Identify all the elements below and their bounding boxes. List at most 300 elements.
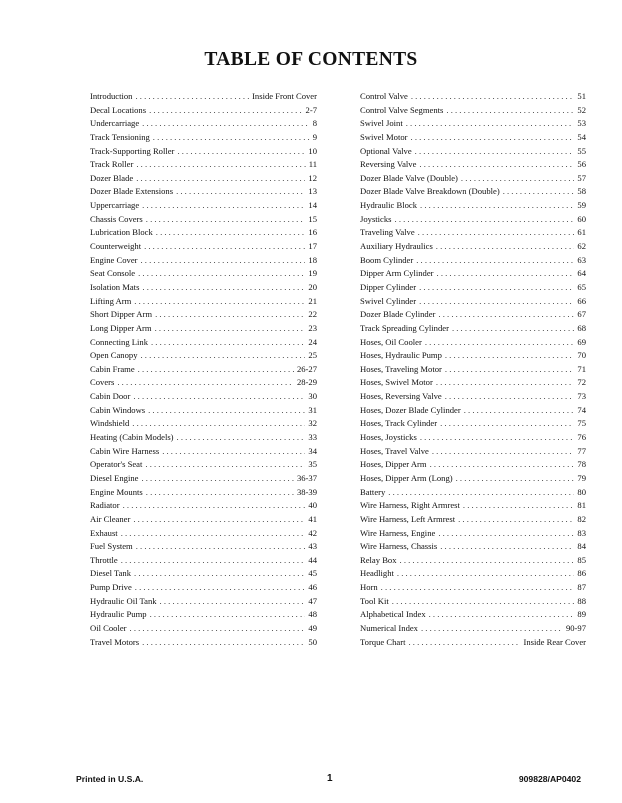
toc-entry-title: Hoses, Dipper Arm [360,459,427,470]
toc-entry-title: Dipper Cylinder [360,281,417,292]
toc-entry [90,90,317,104]
toc-entry-page: 70 [577,350,586,361]
dot-leader [117,376,294,390]
dot-leader [149,104,302,118]
toc-entry-title: Radiator [90,500,120,511]
toc-entry [90,431,317,445]
dot-leader [437,267,575,281]
dot-leader [138,267,305,281]
dot-leader [176,185,305,199]
toc-entry [360,199,586,213]
dot-leader [419,295,574,309]
dot-leader [177,431,306,445]
toc-entry-title: Headlight [360,568,394,579]
toc-entry-page: 33 [308,432,317,443]
toc-entry-page: 21 [308,295,317,306]
toc-entry-title: Relay Box [360,554,397,565]
toc-entry [90,213,317,227]
dot-leader [146,213,306,227]
dot-leader [445,349,575,363]
toc-entry [360,104,586,118]
dot-leader [146,486,294,500]
toc-entry [90,595,317,609]
dot-leader [133,390,305,404]
toc-entry [90,117,317,131]
toc-entry [360,417,586,431]
toc-entry-page: 32 [308,418,317,429]
toc-entry [360,267,586,281]
toc-entry [90,295,317,309]
toc-entry-title: Oil Cooler [90,622,127,633]
toc-entry-page: 26-27 [296,363,317,374]
toc-entry-title: Chassis Covers [90,213,143,224]
toc-entry [90,581,317,595]
dot-leader [406,117,575,131]
dot-leader [142,199,305,213]
dot-leader [136,172,305,186]
toc-entry [90,104,317,118]
toc-entry-title: Hydraulic Oil Tank [90,595,157,606]
dot-leader [418,226,575,240]
toc-entry [360,554,586,568]
toc-entry-page: 86 [577,568,586,579]
toc-entry [90,622,317,636]
toc-entry-page: 41 [308,513,317,524]
toc-entry-title: Heating (Cabin Models) [90,432,174,443]
toc-entry-title: Torque Chart [360,636,406,647]
toc-entry-title: Hydraulic Pump [90,609,147,620]
toc-entry-title: Boom Cylinder [360,254,414,265]
toc-entry-title: Hoses, Swivel Motor [360,377,433,388]
dot-leader [388,486,574,500]
dot-leader [430,458,575,472]
toc-entry-title: Hoses, Reversing Valve [360,391,442,402]
toc-entry-title: Introduction [90,91,133,101]
toc-entry-title: Optional Valve [360,145,412,156]
toc-entry [360,185,586,199]
toc-entry-title: Dipper Arm Cylinder [360,268,434,279]
toc-entry-title: Control Valve [360,91,408,101]
dot-leader [123,499,306,513]
toc-entry-page: 78 [577,459,586,470]
dot-leader [397,567,575,581]
toc-entry-title: Hoses, Joysticks [360,432,417,443]
toc-entry-page: 85 [577,554,586,565]
toc-entry [360,226,586,240]
toc-entry [90,513,317,527]
dot-leader [121,527,306,541]
toc-entry [360,390,586,404]
toc-entry-title: Uppercarriage [90,200,140,211]
toc-entry-title: Swivel Joint [360,118,403,129]
dot-leader [445,390,575,404]
toc-entry-page: 36-37 [296,472,317,483]
toc-entry-title: Reversing Valve [360,159,417,170]
toc-entry-title: Isolation Mats [90,281,140,292]
dot-leader [438,308,574,322]
toc-entry-title: Cabin Frame [90,363,135,374]
toc-entry [360,308,586,322]
toc-entry-page: 90-97 [565,622,586,633]
toc-entry-page: 80 [577,486,586,497]
toc-entry [90,404,317,418]
toc-entry-page: 42 [308,527,317,538]
toc-entry [90,281,317,295]
dot-leader [400,554,575,568]
toc-entry [360,486,586,500]
toc-entry-page: 54 [577,131,586,142]
toc-entry-title: Hoses, Travel Valve [360,445,429,456]
toc-entry-page: 72 [577,377,586,388]
toc-entry [90,185,317,199]
toc-entry-page: 56 [577,159,586,170]
dot-leader [151,336,305,350]
toc-entry-page: 69 [577,336,586,347]
toc-entry-page: 49 [308,622,317,633]
dot-leader [121,554,306,568]
dot-leader [464,404,575,418]
toc-entry [360,254,586,268]
toc-entry [90,349,317,363]
dot-leader [381,581,575,595]
toc-entry-page: 19 [308,268,317,279]
dot-leader [141,349,306,363]
toc-entry [360,595,586,609]
toc-entry-page: Inside Rear Cover [523,636,586,647]
toc-entry-page: 30 [308,391,317,402]
toc-entry-title: Joysticks [360,213,392,224]
toc-entry-title: Wire Harness, Chassis [360,541,438,552]
toc-entry-title: Fuel System [90,541,133,552]
toc-entry [90,254,317,268]
toc-entry-title: Windshield [90,418,130,429]
toc-entry [360,376,586,390]
dot-leader [141,254,306,268]
toc-entry-title: Covers [90,377,115,388]
toc-entry-title: Seat Console [90,268,136,279]
toc-entry [360,431,586,445]
toc-entry-page: Inside Front Cover [252,91,317,101]
toc-entry [360,117,586,131]
toc-entry-title: Dozer Blade Cylinder [360,309,436,320]
toc-entry-page: 67 [577,309,586,320]
dot-leader [456,472,575,486]
toc-entry-title: Throttle [90,554,118,565]
toc-entry-title: Track Roller [90,159,134,170]
toc-entry-page: 82 [577,513,586,524]
toc-entry-page: 47 [308,595,317,606]
toc-entry-page: 51 [577,91,586,101]
toc-entry-page: 84 [577,541,586,552]
toc-entry-title: Cabin Door [90,391,131,402]
toc-entry-title: Exhaust [90,527,118,538]
toc-entry-page: 75 [577,418,586,429]
toc-entry-page: 55 [577,145,586,156]
toc-entry [360,581,586,595]
dot-leader [440,417,574,431]
toc-entry-title: Numerical Index [360,622,418,633]
toc-entry [360,145,586,159]
toc-entry-title: Battery [360,486,386,497]
toc-entry-title: Hoses, Oil Cooler [360,336,422,347]
toc-entry-title: Swivel Motor [360,131,408,142]
toc-entry-page: 58 [577,186,586,197]
dot-leader [142,117,310,131]
toc-entry [360,540,586,554]
toc-entry [90,267,317,281]
toc-entry-page: 40 [308,500,317,511]
toc-entry [90,131,317,145]
dot-leader [142,636,305,650]
dot-leader [411,90,575,104]
toc-entry [90,458,317,472]
dot-leader [461,172,574,186]
dot-leader [416,254,574,268]
toc-entry [90,240,317,254]
toc-entry [360,622,586,636]
toc-entry [360,458,586,472]
toc-entry [90,636,317,650]
toc-entry [90,608,317,622]
toc-entry-page: 76 [577,432,586,443]
toc-entry-page: 73 [577,391,586,402]
dot-leader [155,308,305,322]
dot-leader [177,145,305,159]
page-number: 1 [327,773,333,784]
dot-leader [432,445,575,459]
dot-leader [144,240,305,254]
toc-entry-page: 15 [308,213,317,224]
toc-entry-title: Air Cleaner [90,513,131,524]
toc-entry [90,308,317,322]
dot-leader [419,158,574,172]
toc-entry-page: 68 [577,322,586,333]
toc-entry-title: Engine Mounts [90,486,143,497]
toc-entry-title: Dozer Blade Valve (Double) [360,172,458,183]
toc-entry-page: 89 [577,609,586,620]
toc-entry-title: Counterweight [90,241,142,252]
toc-entry-page: 35 [308,459,317,470]
toc-entry-page: 64 [577,268,586,279]
dot-leader [142,281,305,295]
toc-entry-page: 31 [308,404,317,415]
toc-entry [360,322,586,336]
toc-entry-page: 60 [577,213,586,224]
toc-entry-title: Diesel Tank [90,568,132,579]
toc-entry-page: 10 [308,145,317,156]
dot-leader [136,540,306,554]
toc-entry-page: 24 [308,336,317,347]
toc-entry-page: 25 [308,350,317,361]
toc-entry-page: 23 [308,322,317,333]
toc-entry [360,172,586,186]
toc-entry-title: Track Spreading Cylinder [360,322,449,333]
toc-entry-title: Hoses, Hydraulic Pump [360,350,442,361]
toc-entry [360,608,586,622]
toc-entry-title: Tool Kit [360,595,389,606]
toc-entry-title: Engine Cover [90,254,138,265]
toc-entry-title: Short Dipper Arm [90,309,153,320]
toc-entry-page: 8 [312,118,317,129]
toc-entry-page: 83 [577,527,586,538]
dot-leader [440,540,574,554]
toc-entry-title: Operator's Seat [90,459,143,470]
toc-entry-page: 9 [312,131,317,142]
toc-entry-page: 43 [308,541,317,552]
toc-entry [360,240,586,254]
dot-leader [155,322,306,336]
toc-entry [360,499,586,513]
dot-leader [421,622,563,636]
dot-leader [134,567,305,581]
toc-entry-page: 71 [577,363,586,374]
dot-leader [162,445,305,459]
toc-entry-page: 88 [577,595,586,606]
dot-leader [411,131,575,145]
toc-entry-page: 77 [577,445,586,456]
dot-leader [458,513,574,527]
toc-entry-page: 50 [308,636,317,647]
dot-leader [415,145,575,159]
toc-left-column [90,90,317,649]
toc-entry [360,527,586,541]
toc-entry [360,281,586,295]
toc-entry [360,336,586,350]
toc-entry-page: 74 [577,404,586,415]
toc-entry-page: 28-29 [296,377,317,388]
toc-entry [90,527,317,541]
toc-entry-page: 13 [308,186,317,197]
toc-entry [90,567,317,581]
toc-entry [90,158,317,172]
toc-entry-page: 46 [308,582,317,593]
dot-leader [145,458,305,472]
dot-leader [452,322,574,336]
dot-leader [136,158,305,172]
toc-entry-page: 45 [308,568,317,579]
toc-entry-page: 65 [577,281,586,292]
dot-leader [419,281,574,295]
toc-entry-title: Swivel Cylinder [360,295,417,306]
toc-entry-title: Cabin Wire Harness [90,445,160,456]
toc-entry-page: 53 [577,118,586,129]
dot-leader [446,104,574,118]
dot-leader [160,595,306,609]
toc-entry-title: Track Tensioning [90,131,150,142]
toc-entry-title: Decal Locations [90,104,147,115]
toc-entry [90,486,317,500]
toc-entry-title: Pump Drive [90,582,132,593]
dot-leader [408,636,520,650]
toc-entry [90,472,317,486]
page-title: TABLE OF CONTENTS [204,49,418,70]
toc-entry-title: Hoses, Track Cylinder [360,418,438,429]
toc-entry [90,390,317,404]
toc-entry [90,322,317,336]
toc-entry [90,554,317,568]
toc-entry [360,213,586,227]
dot-leader [141,472,293,486]
toc-entry [90,376,317,390]
dot-leader [438,527,574,541]
toc-entry-page: 22 [308,309,317,320]
dot-leader [132,417,305,431]
toc-entry-title: Horn [360,582,378,593]
toc-entry [90,145,317,159]
toc-entry [90,499,317,513]
toc-entry-page: 38-39 [296,486,317,497]
toc-entry [360,131,586,145]
toc-entry [360,472,586,486]
toc-entry-title: Dozer Blade [90,172,134,183]
dot-leader [150,608,306,622]
dot-leader [135,90,249,104]
printed-in-label: Printed in U.S.A. [76,774,144,784]
toc-entry [360,349,586,363]
toc-entry-title: Hydraulic Block [360,200,418,211]
toc-right-column [360,90,586,649]
toc-entry [90,417,317,431]
toc-entry [360,513,586,527]
toc-entry [90,363,317,377]
toc-entry-title: Connecting Link [90,336,148,347]
toc-entry-title: Traveling Valve [360,227,415,238]
toc-entry-title: Wire Harness, Left Armrest [360,513,456,524]
dot-leader [445,363,575,377]
toc-entry-title: Lubrication Block [90,227,153,238]
toc-entry [90,336,317,350]
toc-entry-title: Hoses, Dipper Arm (Long) [360,472,453,483]
toc-entry-page: 62 [577,241,586,252]
toc-entry-page: 61 [577,227,586,238]
dot-leader [436,376,575,390]
toc-entry-page: 17 [308,241,317,252]
toc-entry-page: 52 [577,104,586,115]
toc-entry [360,445,586,459]
toc-entry-page: 16 [308,227,317,238]
dot-leader [463,499,575,513]
toc-entry-title: Cabin Windows [90,404,146,415]
toc-entry-title: Diesel Engine [90,472,139,483]
toc-entry-title: Long Dipper Arm [90,322,152,333]
dot-leader [138,363,294,377]
toc-entry-title: Wire Harness, Right Armrest [360,500,460,511]
toc-entry-title: Hoses, Traveling Motor [360,363,442,374]
dot-leader [425,336,575,350]
dot-leader [395,213,575,227]
toc-entry-page: 66 [577,295,586,306]
dot-leader [133,513,305,527]
toc-entry-title: Lifting Arm [90,295,132,306]
toc-entry [90,540,317,554]
toc-entry-page: 57 [577,172,586,183]
dot-leader [148,404,305,418]
toc-entry [90,199,317,213]
part-number: 909828/AP0402 [518,774,581,784]
toc-entry [360,363,586,377]
dot-leader [153,131,310,145]
toc-entry [360,636,586,650]
toc-entry-title: Dozer Blade Extensions [90,186,174,197]
toc-entry-title: Auxiliary Hydraulics [360,241,433,252]
toc-entry-title: Travel Motors [90,636,140,647]
toc-entry [90,172,317,186]
dot-leader [135,581,306,595]
dot-leader [130,622,306,636]
toc-entry-title: Dozer Blade Valve Breakdown (Double) [360,186,500,197]
toc-entry [360,90,586,104]
toc-entry-page: 48 [308,609,317,620]
